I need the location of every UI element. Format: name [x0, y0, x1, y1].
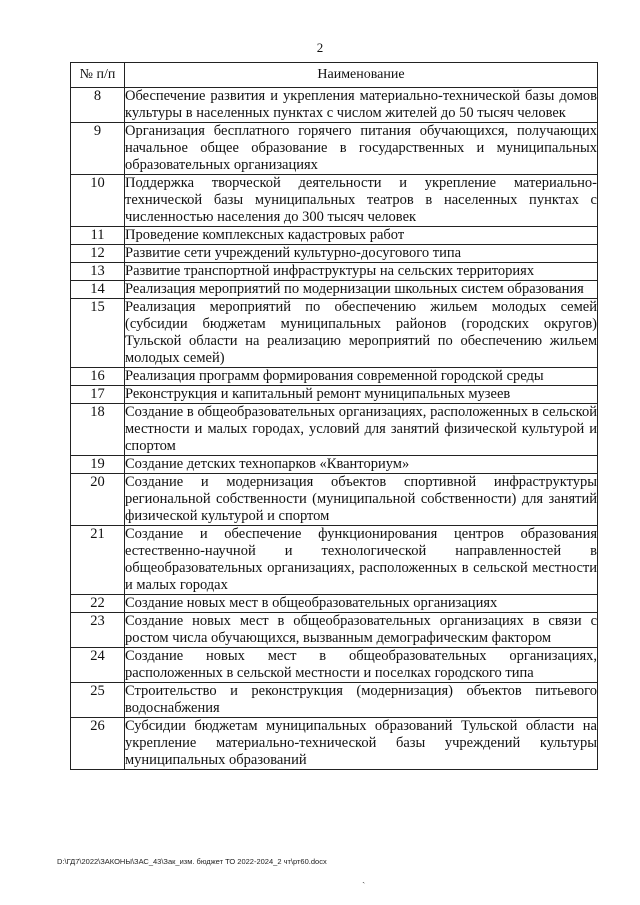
- row-number: 20: [71, 474, 125, 526]
- row-name: Обеспечение развития и укрепления материально-технической базы домов культуры в населенных пунктах с числом жителей до 50 тысяч человек: [125, 88, 597, 121]
- row-number: 11: [71, 227, 125, 245]
- table-row: [71, 474, 598, 526]
- row-number: 8: [71, 88, 125, 123]
- row-number: 25: [71, 683, 125, 718]
- row-name: Развитие сети учреждений культурно-досугового типа: [125, 245, 598, 263]
- table-row: [71, 227, 598, 245]
- row-name: Создание в общеобразовательных организациях, расположенных в сельской местности и малых городах, условий для занятий физической культурой и спортом: [125, 404, 597, 454]
- row-number: 9: [71, 123, 125, 175]
- row-number: 19: [71, 456, 125, 474]
- row-number: 23: [71, 613, 125, 648]
- table-row: [71, 648, 598, 683]
- header-num: № п/п: [71, 63, 125, 88]
- table-row: [71, 683, 598, 718]
- row-name: Субсидии бюджетам муниципальных образований Тульской области на укрепление материально-технической базы учреждений культуры муниципальных образований: [125, 718, 597, 768]
- row-name: Развитие транспортной инфраструктуры на сельских территориях: [125, 263, 598, 281]
- row-name: Создание новых мест в общеобразовательных организациях, расположенных в сельской местности и поселках городского типа: [125, 648, 597, 681]
- row-name: Создание и модернизация объектов спортивной инфраструктуры региональной собственности (муниципальной собственности) для занятий физической культурой и спортом: [125, 474, 597, 524]
- table-row: [71, 456, 598, 474]
- row-number: 16: [71, 368, 125, 386]
- row-number: 21: [71, 526, 125, 595]
- table-row: [71, 175, 598, 227]
- row-number: 18: [71, 404, 125, 456]
- table-row: [71, 404, 598, 456]
- header-name: Наименование: [125, 63, 598, 88]
- row-name: Создание и обеспечение функционирования центров образования естественно-научной и технологической направленностей в общеобразовательных организациях, расположенных в сельской местности и малых городах: [125, 526, 597, 593]
- row-number: 14: [71, 281, 125, 299]
- footer-file-path: D:\ГД7\2022\ЗАКОНЫ\ЗАС_43\Зак_изм. бюджет ТО 2022-2024_2 чт\рт60.docx: [57, 857, 327, 866]
- row-number: 24: [71, 648, 125, 683]
- row-name: Проведение комплексных кадастровых работ: [125, 227, 598, 245]
- row-number: 10: [71, 175, 125, 227]
- row-number: 17: [71, 386, 125, 404]
- table-row: [71, 263, 598, 281]
- row-name: Строительство и реконструкция (модернизация) объектов питьевого водоснабжения: [125, 683, 597, 716]
- row-name: Создание детских технопарков «Кванториум»: [125, 456, 598, 474]
- row-name: Реализация мероприятий по обеспечению жильем молодых семей (субсидии бюджетам муниципальных районов (городских округов) Тульской области на реализацию мероприятий по обеспечению жильем молодых семей): [125, 299, 597, 366]
- table-row: [71, 123, 598, 175]
- row-name: Создание новых мест в общеобразовательных организациях в связи с ростом числа обучающихся, вызванным демографическим фактором: [125, 613, 597, 646]
- row-name: Реализация программ формирования современной городской среды: [125, 368, 598, 386]
- row-name: Поддержка творческой деятельности и укрепление материально-технической базы муниципальных театров в населенных пунктах с численностью населения до 300 тысяч человек: [125, 175, 597, 225]
- row-name: Организация бесплатного горячего питания обучающихся, получающих начальное общее образование в государственных и муниципальных образовательных организациях: [125, 123, 597, 173]
- row-name: Создание новых мест в общеобразовательных организациях: [125, 595, 598, 613]
- table-row: [71, 299, 598, 368]
- row-number: 12: [71, 245, 125, 263]
- table-row: [71, 526, 598, 595]
- row-name: Реализация мероприятий по модернизации школьных систем образования: [125, 281, 598, 299]
- table-header-row: [71, 63, 598, 88]
- table-row: [71, 281, 598, 299]
- table-row: [71, 88, 598, 123]
- table-row: [71, 386, 598, 404]
- page-number: 2: [316, 40, 324, 55]
- table-row: [71, 595, 598, 613]
- row-number: 22: [71, 595, 125, 613]
- table-row: [71, 245, 598, 263]
- stray-mark: ˎ: [362, 873, 366, 884]
- table-body: [71, 88, 598, 770]
- subsidies-table: [70, 62, 598, 770]
- row-name: Реконструкция и капитальный ремонт муниципальных музеев: [125, 386, 598, 404]
- table-row: [71, 613, 598, 648]
- row-number: 26: [71, 718, 125, 770]
- table-row: [71, 368, 598, 386]
- row-number: 15: [71, 299, 125, 368]
- table-row: [71, 718, 598, 770]
- row-number: 13: [71, 263, 125, 281]
